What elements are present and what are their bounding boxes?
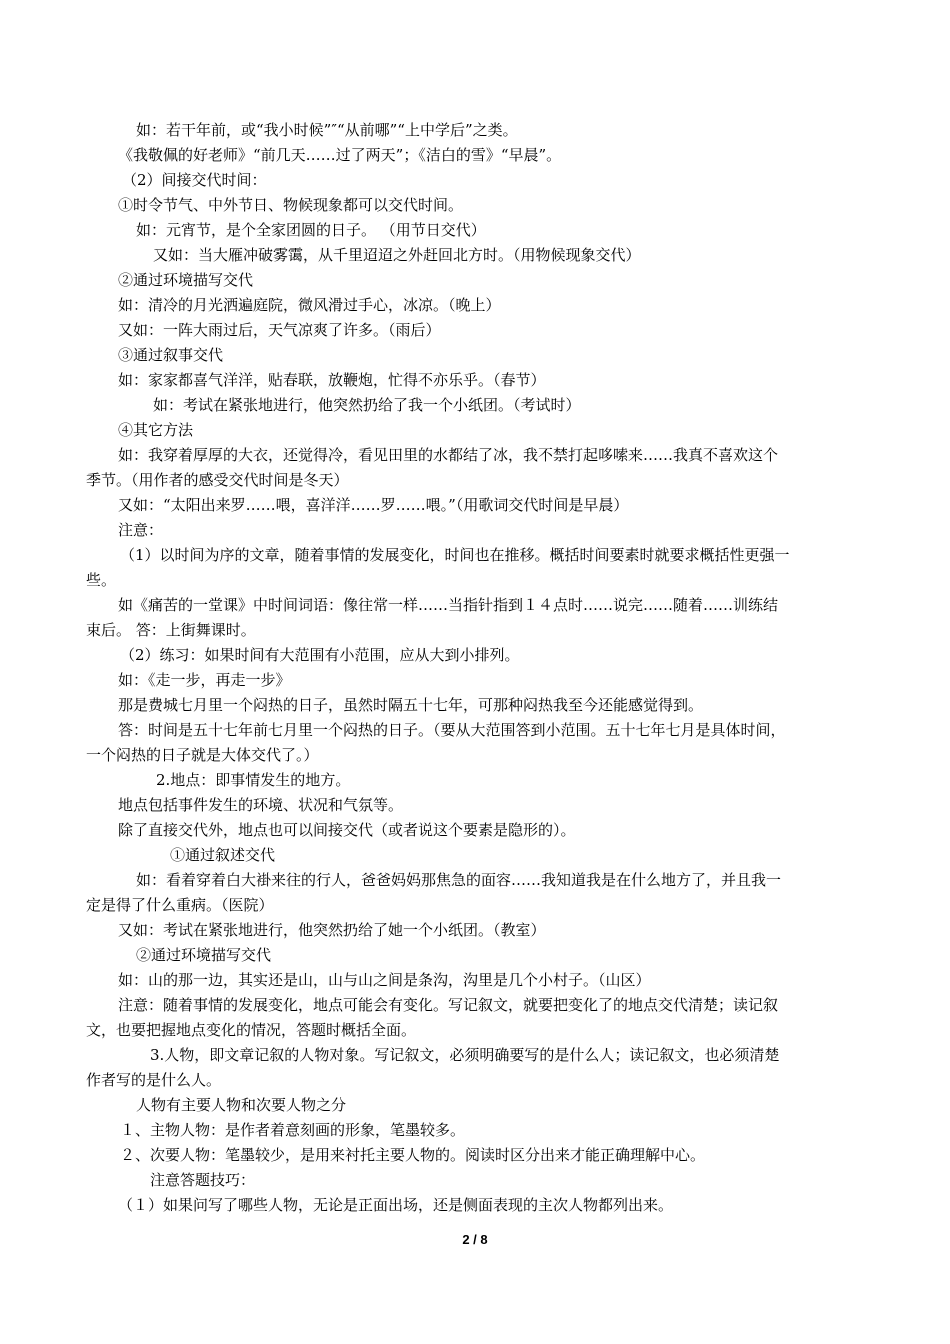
text-line: （１）如果问写了哪些人物，无论是正面出场，还是侧面表现的主次人物都列出来。 bbox=[118, 1196, 674, 1214]
text-line: 如《痛苦的一堂课》中时间词语：像往常一样……当指针指到１４点时……说完……随着……训练结 bbox=[118, 596, 779, 614]
text-line: 如：看着穿着白大褂来往的行人，爸爸妈妈那焦急的面容……我知道我是在什么地方了，并且我一 bbox=[136, 871, 782, 889]
text-line: ①通过叙述交代 bbox=[170, 846, 276, 864]
text-line: ②通过环境描写交代 bbox=[118, 271, 254, 289]
text-line: 如：若干年前，或“我小时候”″“从前哪”“上中学后”之类。 bbox=[136, 121, 518, 139]
text-line: 注意： bbox=[118, 521, 164, 539]
text-line: ②通过环境描写交代 bbox=[136, 946, 272, 964]
text-line: 季节。（用作者的感受交代时间是冬天） bbox=[86, 471, 349, 489]
text-line: 如：家家都喜气洋洋，贴春联，放鞭炮，忙得不亦乐乎。（春节） bbox=[118, 371, 546, 389]
text-line: 人物有主要人物和次要人物之分 bbox=[136, 1096, 347, 1114]
text-line: 《我敬佩的好老师》“前几天……过了两天”；《洁白的雪》“早晨”。 bbox=[118, 146, 562, 164]
text-line: ③通过叙事交代 bbox=[118, 346, 224, 364]
text-line: 一个闷热的日子就是大体交代了。） bbox=[86, 746, 319, 764]
text-line: １、主物人物：是作者着意刻画的形象，笔墨较多。 bbox=[120, 1121, 466, 1139]
text-line: 地点包括事件发生的环境、状况和气氛等。 bbox=[118, 796, 404, 814]
text-line: 2.地点：即事情发生的地方。 bbox=[156, 771, 351, 789]
text-line: 3.人物，即文章记叙的人物对象。写记叙文，必须明确要写的是什么人；读记叙文，也必须清楚 bbox=[150, 1046, 780, 1064]
text-line: 答：时间是五十七年前七月里一个闷热的日子。（要从大范围答到小范围。五十七年七月是具体时间， bbox=[118, 721, 786, 739]
text-line: 除了直接交代外，地点也可以间接交代（或者说这个要素是隐形的）。 bbox=[118, 821, 576, 839]
text-line: 又如：考试在紧张地进行，他突然扔给了她一个小纸团。（教室） bbox=[118, 921, 546, 939]
text-line: 注意答题技巧： bbox=[150, 1171, 256, 1189]
text-line: 又如：当大雁冲破雾霭，从千里迢迢之外赶回北方时。（用物候现象交代） bbox=[153, 246, 641, 264]
page-number: 2 / 8 bbox=[462, 1232, 488, 1247]
text-line: 如：元宵节，是个全家团圆的日子。 （用节日交代） bbox=[136, 221, 486, 239]
text-line: 注意：随着事情的发展变化，地点可能会有变化。写记叙文，就要把变化了的地点交代清楚；读记叙 bbox=[118, 996, 779, 1014]
text-line: ④其它方法 bbox=[118, 421, 194, 439]
text-line: 又如：“太阳出来罗……喂，喜洋洋……罗……喂。”（用歌词交代时间是早晨） bbox=[118, 496, 629, 514]
text-line: 如：我穿着厚厚的大衣，还觉得冷，看见田里的水都结了冰，我不禁打起哆嗦来……我真不喜欢这个 bbox=[118, 446, 779, 464]
text-line: 如：清冷的月光洒遍庭院，微风滑过手心，冰凉。（晚上） bbox=[118, 296, 501, 314]
text-line: 如：山的那一边，其实还是山，山与山之间是条沟，沟里是几个小村子。（山区） bbox=[118, 971, 651, 989]
text-line: 文，也要把握地点变化的情况，答题时概括全面。 bbox=[86, 1021, 417, 1039]
text-line: 那是费城七月里一个闷热的日子，虽然时隔五十七年，可那种闷热我至今还能感觉得到。 bbox=[118, 696, 704, 714]
text-line: ２、次要人物：笔墨较少，是用来衬托主要人物的。阅读时区分出来才能正确理解中心。 bbox=[120, 1146, 706, 1164]
text-line: （2）练习：如果时间有大范围有小范围，应从大到小排列。 bbox=[120, 646, 520, 664]
text-line: 定是得了什么重病。（医院） bbox=[86, 896, 274, 914]
text-line: 如：《走一步，再走一步》 bbox=[118, 671, 291, 689]
text-line: 又如：一阵大雨过后，天气凉爽了许多。（雨后） bbox=[118, 321, 441, 339]
text-line: （2）间接交代时间： bbox=[122, 171, 267, 189]
text-line: （1）以时间为序的文章，随着事情的发展变化，时间也在推移。概括时间要素时就要求概括性更强一 bbox=[120, 546, 790, 564]
text-line: 作者写的是什么人。 bbox=[86, 1071, 222, 1089]
text-line: ①时令节气、中外节日、物候现象都可以交代时间。 bbox=[118, 196, 464, 214]
text-line: 如：考试在紧张地进行，他突然扔给了我一个小纸团。（考试时） bbox=[153, 396, 581, 414]
text-line: 束后。 答：上街舞课时。 bbox=[86, 621, 256, 639]
text-line: 些。 bbox=[86, 571, 117, 589]
